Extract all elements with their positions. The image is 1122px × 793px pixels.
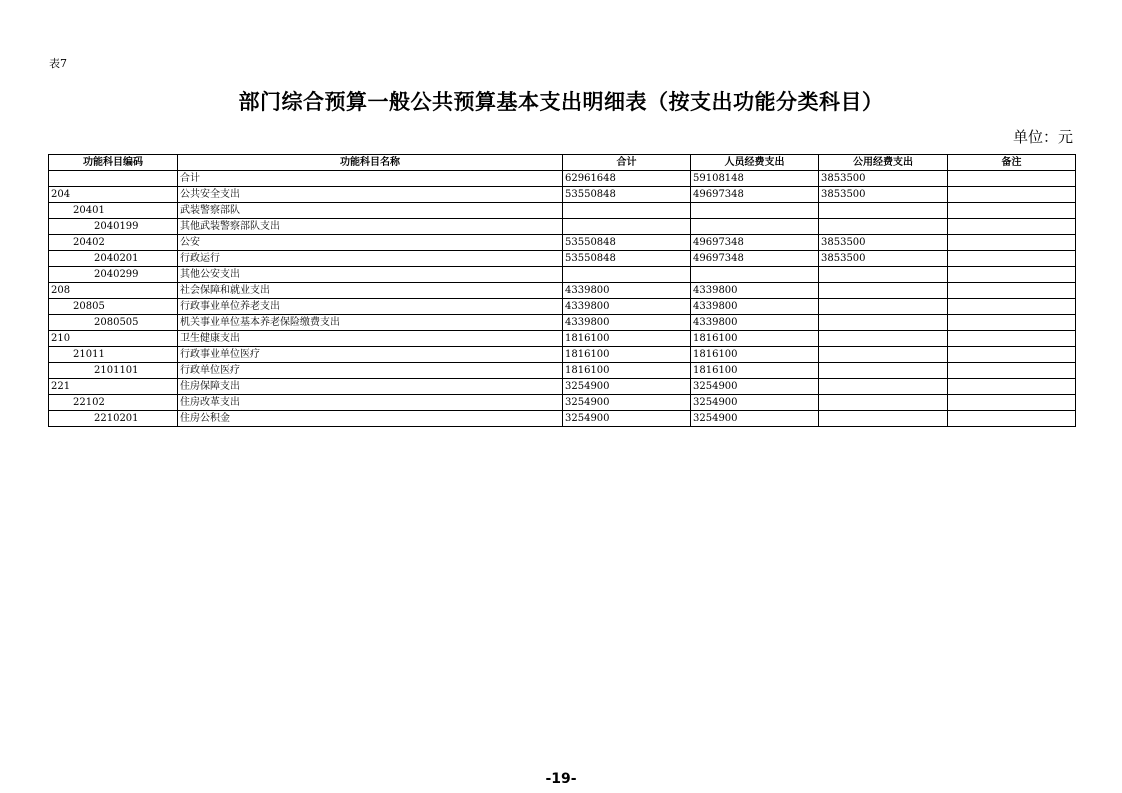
personnel-expense-cell: 59108148 xyxy=(691,171,819,187)
function-name-cell: 卫生健康支出 xyxy=(178,331,563,347)
function-name-cell: 住房公积金 xyxy=(178,411,563,427)
note-cell xyxy=(948,395,1076,411)
header-personnel-expense: 人员经费支出 xyxy=(691,155,819,171)
function-name-cell: 其他武装警察部队支出 xyxy=(178,219,563,235)
personnel-expense-cell: 49697348 xyxy=(691,235,819,251)
unit-label: 单位：元 xyxy=(1012,128,1073,146)
function-name-cell: 住房保障支出 xyxy=(178,379,563,395)
public-expense-cell xyxy=(819,347,948,363)
function-code-cell: 20402 xyxy=(49,235,178,251)
note-cell xyxy=(948,347,1076,363)
table-row xyxy=(49,299,1076,315)
public-expense-cell: 3853500 xyxy=(819,187,948,203)
table-row xyxy=(49,219,1076,235)
function-code-cell: 210 xyxy=(49,331,178,347)
function-name-cell: 行政运行 xyxy=(178,251,563,267)
total-cell xyxy=(563,219,691,235)
total-cell xyxy=(563,267,691,283)
personnel-expense-cell: 1816100 xyxy=(691,331,819,347)
public-expense-cell xyxy=(819,315,948,331)
function-code-cell: 22102 xyxy=(49,395,178,411)
function-code-cell: 2080505 xyxy=(49,315,178,331)
personnel-expense-cell: 49697348 xyxy=(691,251,819,267)
personnel-expense-cell xyxy=(691,219,819,235)
personnel-expense-cell: 1816100 xyxy=(691,363,819,379)
table-row xyxy=(49,347,1076,363)
total-cell xyxy=(563,203,691,219)
function-code-cell: 20805 xyxy=(49,299,178,315)
public-expense-cell xyxy=(819,379,948,395)
budget-detail-table xyxy=(48,154,1076,427)
function-name-cell: 社会保障和就业支出 xyxy=(178,283,563,299)
function-code-cell: 221 xyxy=(49,379,178,395)
note-cell xyxy=(948,299,1076,315)
note-cell xyxy=(948,315,1076,331)
table-header-row xyxy=(49,155,1076,171)
personnel-expense-cell: 1816100 xyxy=(691,347,819,363)
function-name-cell: 合计 xyxy=(178,171,563,187)
total-cell: 3254900 xyxy=(563,411,691,427)
note-cell xyxy=(948,203,1076,219)
total-cell: 53550848 xyxy=(563,187,691,203)
note-cell xyxy=(948,283,1076,299)
table-row xyxy=(49,379,1076,395)
total-cell: 3254900 xyxy=(563,379,691,395)
total-cell: 1816100 xyxy=(563,331,691,347)
function-code-cell xyxy=(49,171,178,187)
note-cell xyxy=(948,267,1076,283)
note-cell xyxy=(948,379,1076,395)
table-row xyxy=(49,235,1076,251)
function-code-cell: 21011 xyxy=(49,347,178,363)
function-code-cell: 20401 xyxy=(49,203,178,219)
total-cell: 53550848 xyxy=(563,235,691,251)
public-expense-cell xyxy=(819,395,948,411)
personnel-expense-cell: 4339800 xyxy=(691,283,819,299)
note-cell xyxy=(948,411,1076,427)
table-row xyxy=(49,331,1076,347)
personnel-expense-cell xyxy=(691,203,819,219)
function-name-cell: 行政事业单位医疗 xyxy=(178,347,563,363)
function-name-cell: 公安 xyxy=(178,235,563,251)
personnel-expense-cell: 49697348 xyxy=(691,187,819,203)
personnel-expense-cell: 4339800 xyxy=(691,315,819,331)
table-row xyxy=(49,315,1076,331)
note-cell xyxy=(948,219,1076,235)
public-expense-cell xyxy=(819,267,948,283)
table-row xyxy=(49,411,1076,427)
table-row xyxy=(49,187,1076,203)
table-row xyxy=(49,251,1076,267)
function-name-cell: 行政事业单位养老支出 xyxy=(178,299,563,315)
function-name-cell: 公共安全支出 xyxy=(178,187,563,203)
public-expense-cell: 3853500 xyxy=(819,235,948,251)
page-number: -19- xyxy=(545,771,577,787)
public-expense-cell xyxy=(819,331,948,347)
function-name-cell: 其他公安支出 xyxy=(178,267,563,283)
public-expense-cell xyxy=(819,219,948,235)
total-cell: 4339800 xyxy=(563,283,691,299)
public-expense-cell xyxy=(819,203,948,219)
public-expense-cell xyxy=(819,411,948,427)
function-code-cell: 2040299 xyxy=(49,267,178,283)
total-cell: 1816100 xyxy=(563,347,691,363)
personnel-expense-cell: 3254900 xyxy=(691,411,819,427)
table-row xyxy=(49,267,1076,283)
table-row xyxy=(49,395,1076,411)
function-name-cell: 行政单位医疗 xyxy=(178,363,563,379)
header-function-name: 功能科目名称 xyxy=(178,155,563,171)
table-row xyxy=(49,283,1076,299)
public-expense-cell: 3853500 xyxy=(819,251,948,267)
total-cell: 53550848 xyxy=(563,251,691,267)
personnel-expense-cell: 3254900 xyxy=(691,379,819,395)
total-cell: 1816100 xyxy=(563,363,691,379)
table-body xyxy=(49,171,1076,427)
function-name-cell: 机关事业单位基本养老保险缴费支出 xyxy=(178,315,563,331)
note-cell xyxy=(948,171,1076,187)
function-code-cell: 2101101 xyxy=(49,363,178,379)
public-expense-cell: 3853500 xyxy=(819,171,948,187)
total-cell: 3254900 xyxy=(563,395,691,411)
header-total: 合计 xyxy=(563,155,691,171)
table-row xyxy=(49,363,1076,379)
note-cell xyxy=(948,187,1076,203)
personnel-expense-cell: 3254900 xyxy=(691,395,819,411)
table-row xyxy=(49,203,1076,219)
total-cell: 62961648 xyxy=(563,171,691,187)
header-note: 备注 xyxy=(948,155,1076,171)
header-function-code: 功能科目编码 xyxy=(49,155,178,171)
note-cell xyxy=(948,251,1076,267)
note-cell xyxy=(948,235,1076,251)
function-code-cell: 2040199 xyxy=(49,219,178,235)
function-name-cell: 武装警察部队 xyxy=(178,203,563,219)
note-cell xyxy=(948,363,1076,379)
function-code-cell: 2040201 xyxy=(49,251,178,267)
function-code-cell: 208 xyxy=(49,283,178,299)
public-expense-cell xyxy=(819,283,948,299)
function-code-cell: 2210201 xyxy=(49,411,178,427)
public-expense-cell xyxy=(819,363,948,379)
total-cell: 4339800 xyxy=(563,315,691,331)
personnel-expense-cell xyxy=(691,267,819,283)
note-cell xyxy=(948,331,1076,347)
table-row xyxy=(49,171,1076,187)
function-name-cell: 住房改革支出 xyxy=(178,395,563,411)
page-title: 部门综合预算一般公共预算基本支出明细表（按支出功能分类科目） xyxy=(238,90,884,114)
header-public-expense: 公用经费支出 xyxy=(819,155,948,171)
public-expense-cell xyxy=(819,299,948,315)
total-cell: 4339800 xyxy=(563,299,691,315)
function-code-cell: 204 xyxy=(49,187,178,203)
table-label: 表7 xyxy=(49,57,67,70)
personnel-expense-cell: 4339800 xyxy=(691,299,819,315)
